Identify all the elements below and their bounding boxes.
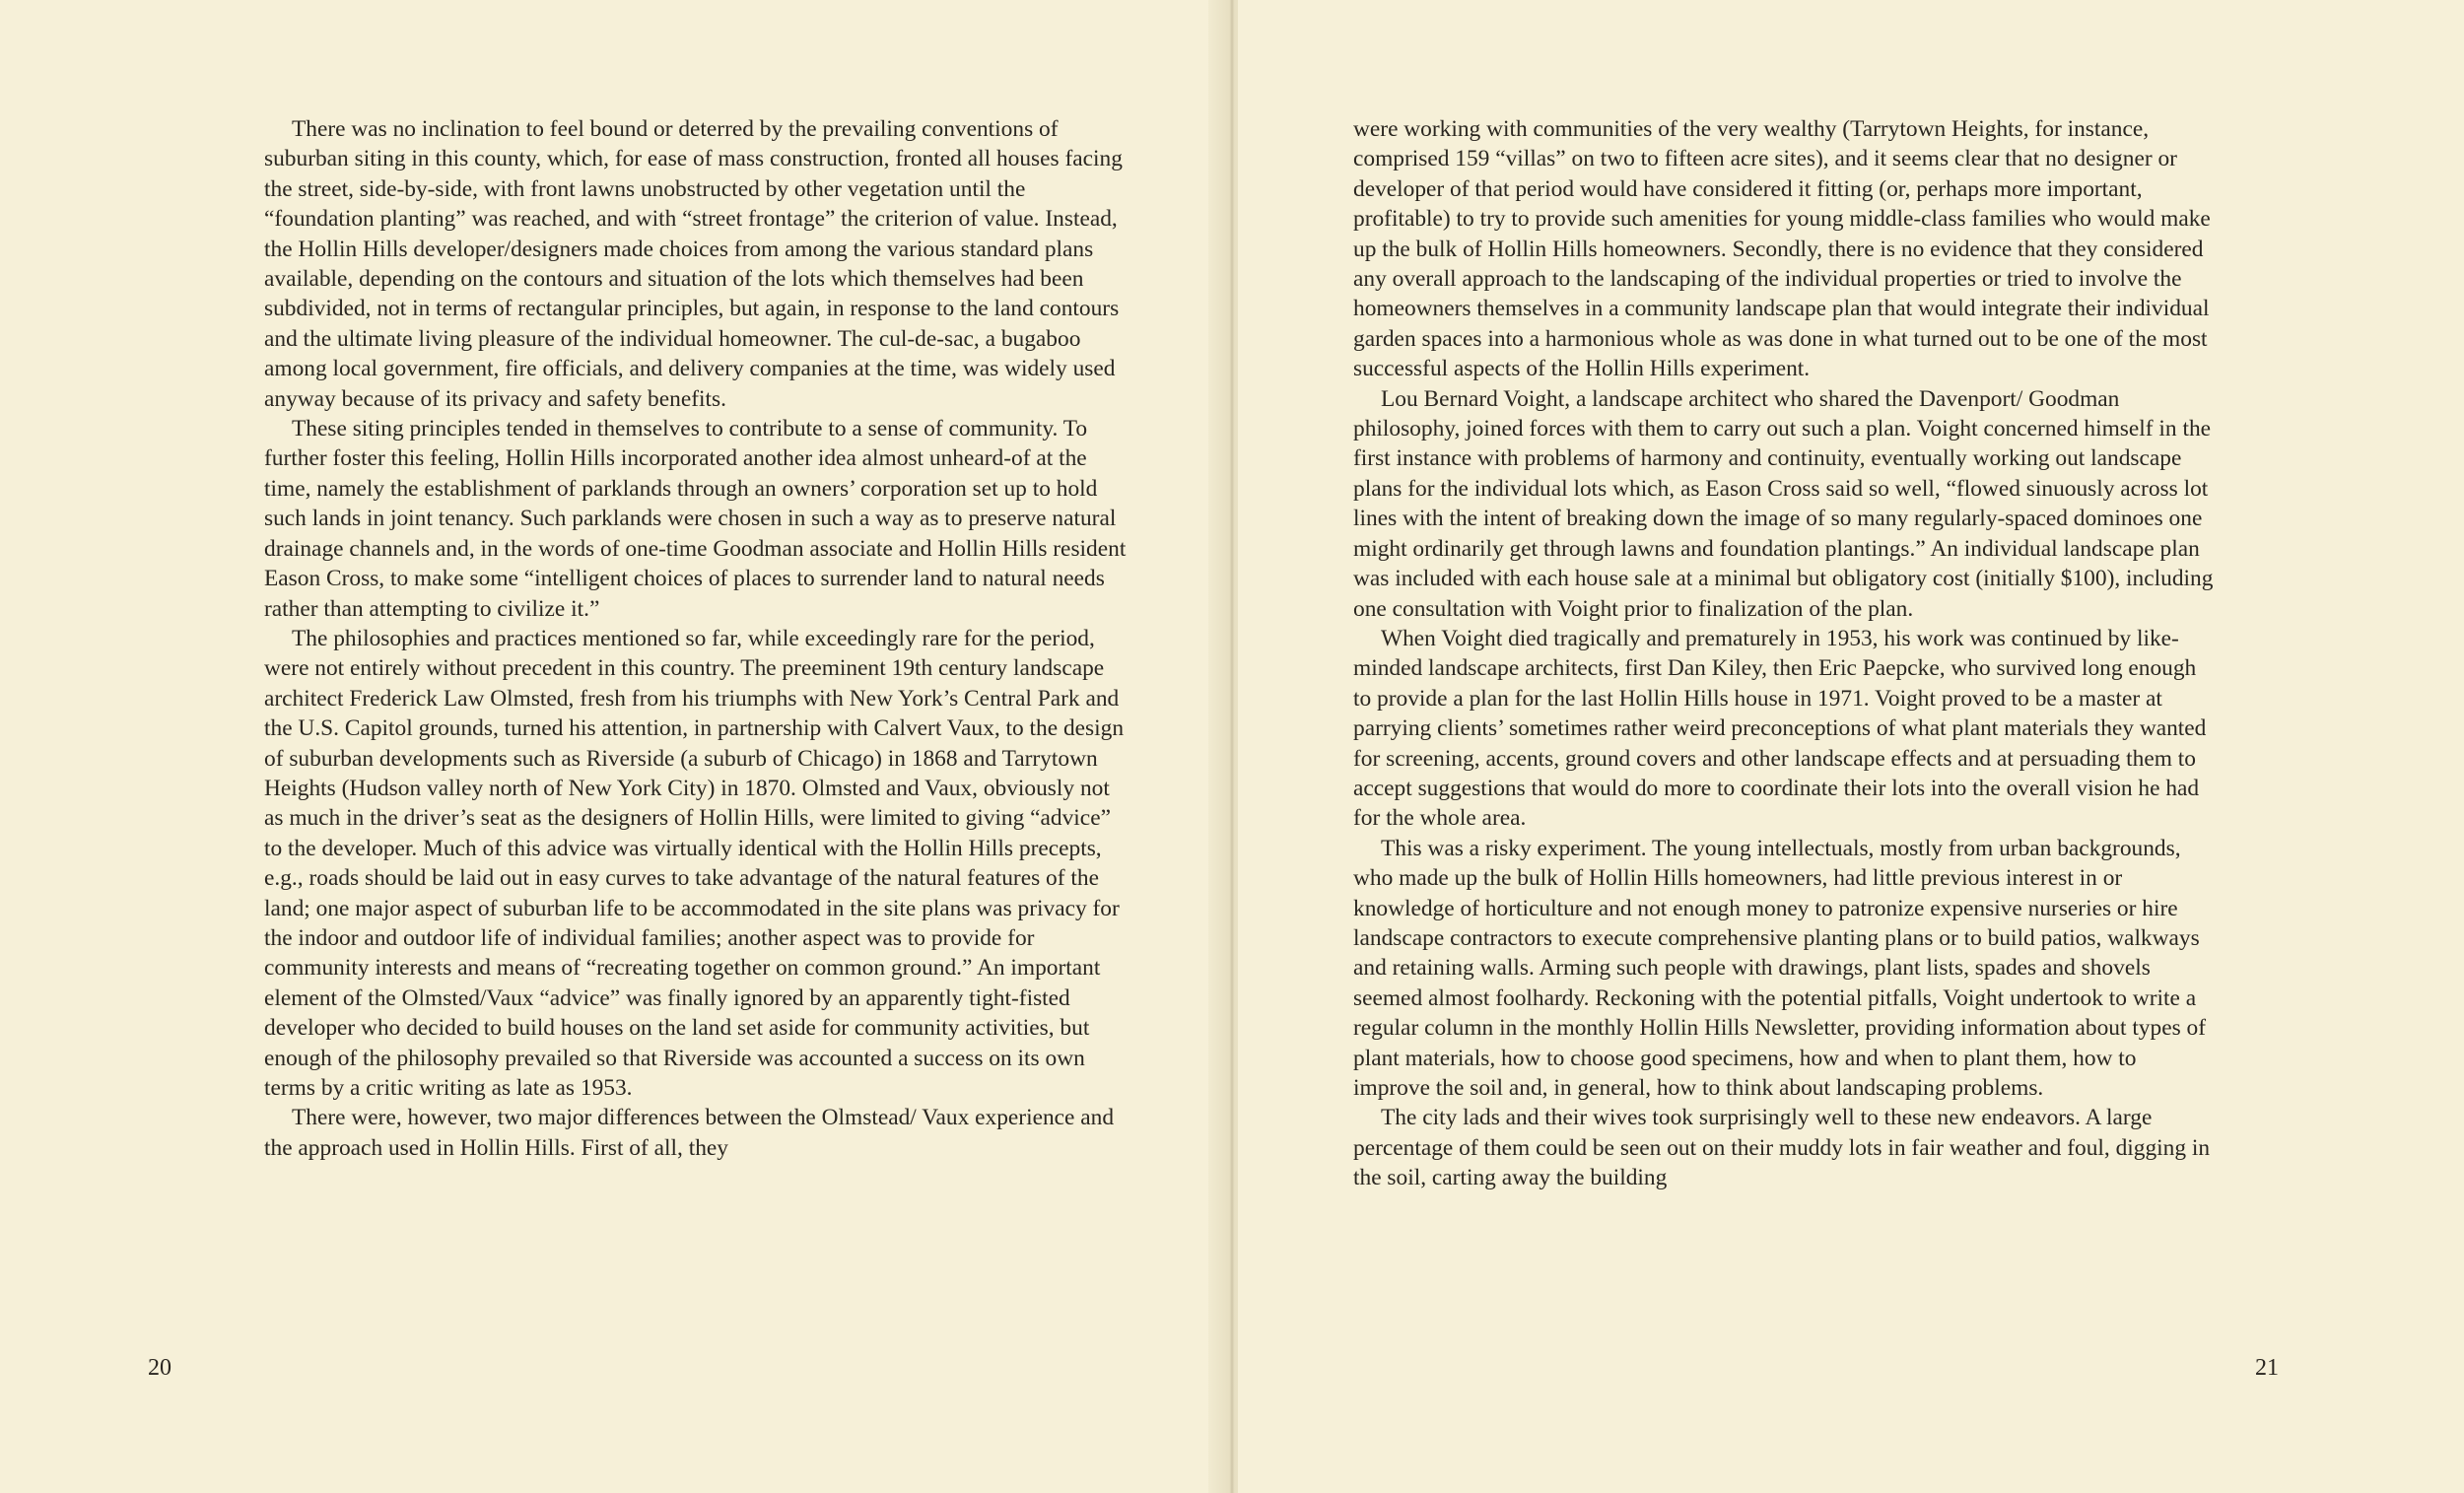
right-paragraph-1: were working with communities of the very wealthy (Tarrytown Heights, for instance, comprised 159 “villas” on two to fifteen acre sites), and it seems clear that no designer or developer of that period would have considered it fitting (or, perhaps more important, profitable) to try to provide such amenities for young middle-class families who would make up the bulk of Hollin Hills homeowners. Secondly, there is no evidence that they considered any overall approach to the landscaping of the individual properties or tried to involve the homeowners themselves in a community landscape plan that would integrate their individual garden spaces into a harmonious whole as was done in what turned out to be one of the most successful aspects of the Hollin Hills experiment. <box>1353 116 2211 382</box>
right-page-number: 21 <box>2255 1355 2279 1381</box>
left-paragraph-1: There was no inclination to feel bound or deterred by the prevailing conventions of suburban siting in this county, which, for ease of mass construction, fronted all houses facing the street, side-by-side, with front lawns unobstructed by other vegetation until the “foundation planting” was reached, and with “street frontage” the criterion of value. Instead, the Hollin Hills developer/designers made choices from among the various standard plans available, depending on the contours and situation of the lots which themselves had been subdivided, not in terms of rectangular principles, but again, in response to the land contours and the ultimate living pleasure of the individual homeowner. The cul-de-sac, a bugaboo among local government, fire officials, and delivery companies at the time, was widely used anyway because of its privacy and safety benefits. <box>264 116 1123 412</box>
left-paragraph-2: These siting principles tended in themselves to contribute to a sense of community. To further foster this feeling, Hollin Hills incorporated another idea almost unheard-of at the time, namely the establishment of parklands through an owners’ corporation set up to hold such lands in joint tenancy. Such parklands were chosen in such a way as to preserve natural drainage channels and, in the words of one-time Goodman associate and Hollin Hills resident Eason Cross, to make some “intelligent choices of places to surrender land to natural needs rather than attempting to civilize it.” <box>264 416 1127 622</box>
right-text-column <box>1353 114 2216 1193</box>
right-paragraph-2: Lou Bernard Voight, a landscape architect who shared the Davenport/ Goodman philosophy, joined forces with them to carry out such a plan. Voight concerned himself in the first instance with problems of harmony and continuity, eventually working out landscape plans for the individual lots which, as Eason Cross said so well, “flowed sinuously across lot lines with the intent of breaking down the image of so many regularly-spaced dominoes one might ordinarily get through lawns and foundation plantings.” An individual landscape plan was included with each house sale at a minimal but obligatory cost (initially $100), including one consultation with Voight prior to finalization of the plan. <box>1353 385 2214 622</box>
right-paragraph-5: The city lads and their wives took surprisingly well to these new endeavors. A large percentage of them could be seen out on their muddy lots in fair weather and foul, digging in the soil, carting away the building <box>1353 1105 2211 1191</box>
right-paragraph-4: This was a risky experiment. The young intellectuals, mostly from urban backgrounds, who made up the bulk of Hollin Hills homeowners, had little previous interest in or knowledge of horticulture and not enough money to patronize expensive nurseries or hire landscape contractors to execute comprehensive planting plans or to build patios, walkways and retaining walls. Arming such people with drawings, plant lists, spades and shovels seemed almost foolhardy. Reckoning with the potential pitfalls, Voight undertook to write a regular column in the monthly Hollin Hills Newsletter, providing information about types of plant materials, how to choose good specimens, how and when to plant them, how to improve the soil and, in general, how to think about landscaping problems. <box>1353 835 2207 1101</box>
right-paragraph-3: When Voight died tragically and prematurely in 1953, his work was continued by like-minded landscape architects, first Dan Kiley, then Eric Paepcke, who survived long enough to provide a plan for the last Hollin Hills house in 1971. Voight proved to be a master at parrying clients’ sometimes rather weird preconceptions of what plant materials they wanted for screening, accents, ground covers and other landscape effects and at persuading them to accept suggestions that would do more to coordinate their lots into the overall vision he had for the whole area. <box>1353 625 2207 832</box>
left-text-column <box>264 114 1127 1163</box>
left-page <box>0 0 1226 1493</box>
left-paragraph-4: There were, however, two major differences between the Olmstead/ Vaux experience and the approach used in Hollin Hills. First of all, they <box>264 1105 1115 1161</box>
left-page-number: 20 <box>148 1355 171 1381</box>
left-paragraph-3: The philosophies and practices mentioned so far, while exceedingly rare for the period, were not entirely without precedent in this country. The preeminent 19th century landscape architect Frederick Law Olmsted, fresh from his triumphs with New York’s Central Park and the U.S. Capitol grounds, turned his attention, in partnership with Calvert Vaux, to the design of suburban developments such as Riverside (a suburb of Chicago) in 1868 and Tarrytown Heights (Hudson valley north of New York City) in 1870. Olmsted and Vaux, obviously not as much in the driver’s seat as the designers of Hollin Hills, were limited to giving “advice” to the developer. Much of this advice was virtually identical with the Hollin Hills precepts, e.g., roads should be laid out in easy curves to take advantage of the natural features of the land; one major aspect of suburban life to be accommodated in the site plans was privacy for the indoor and outdoor life of individual families; another aspect was to provide for community interests and means of “recreating together on common ground.” An important element of the Olmsted/Vaux “advice” was finally ignored by an apparently tight-fisted developer who decided to build houses on the land set aside for community activities, but enough of the philosophy prevailed so that Riverside was accounted a success on its own terms by a critic writing as late as 1953. <box>264 625 1125 1101</box>
